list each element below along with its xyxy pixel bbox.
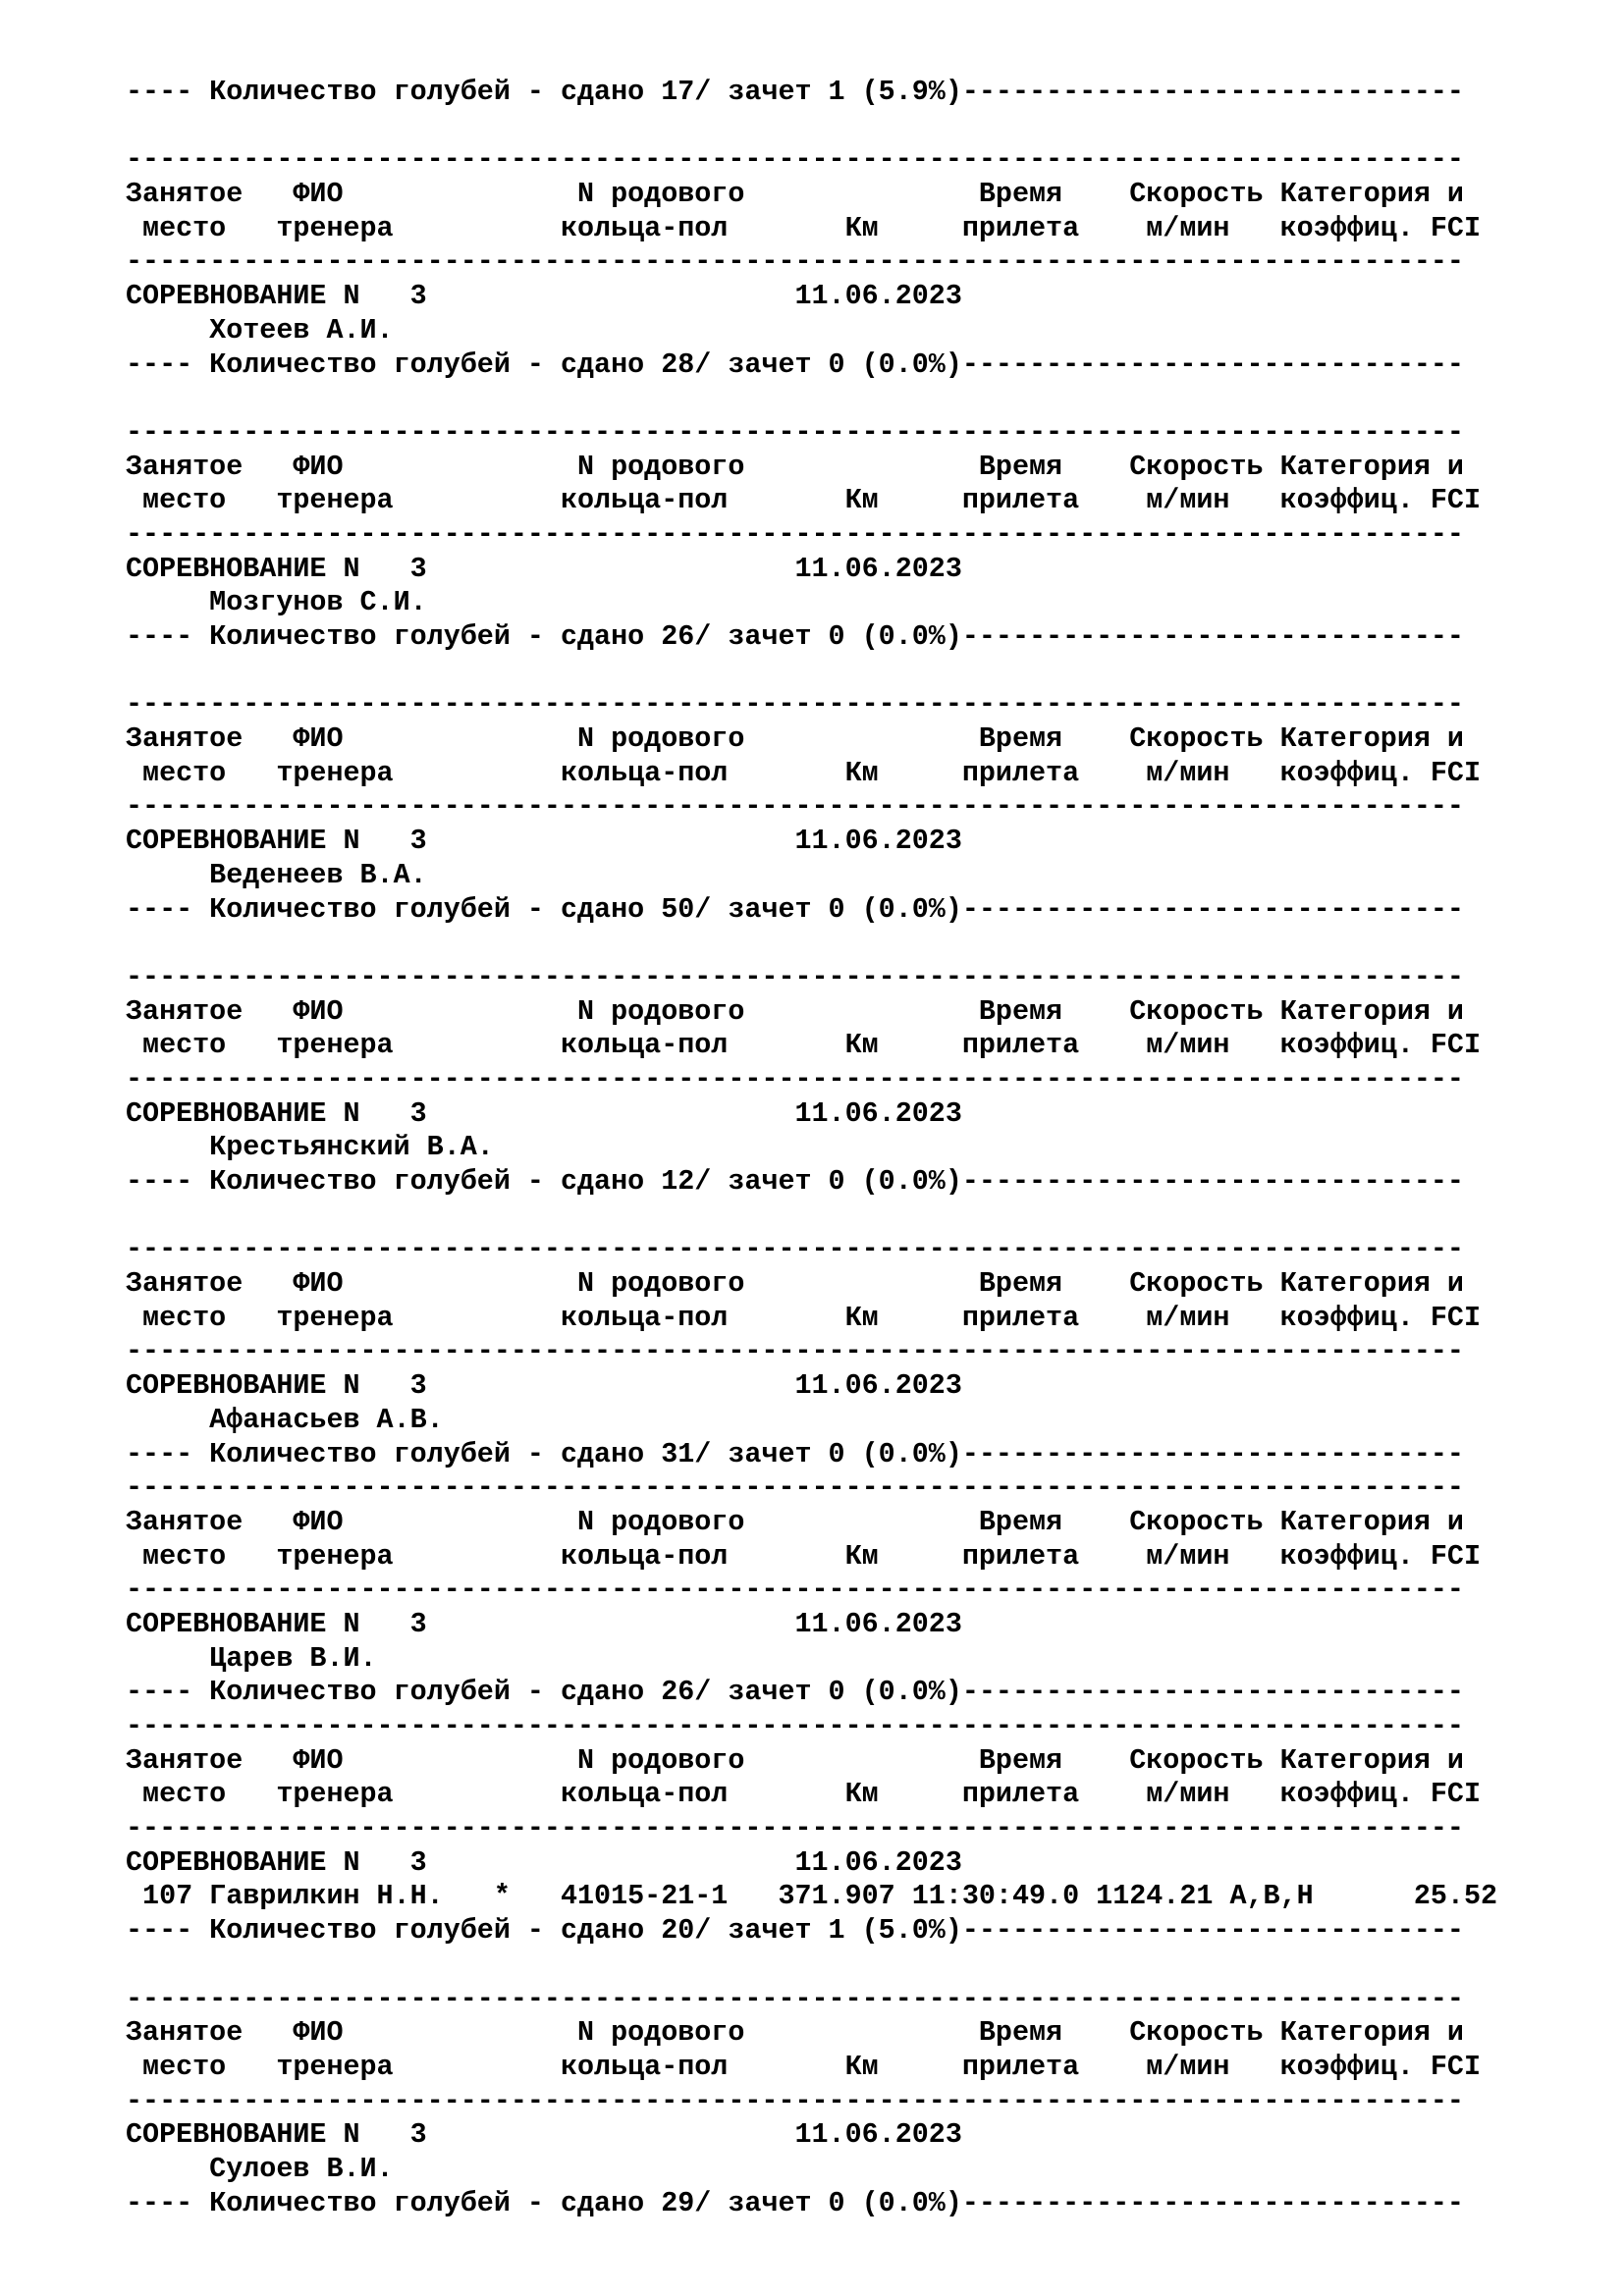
report-line: Занятое ФИО N родового Время Скорость Категория и [126,1743,1464,1777]
report-line: -------------------------------------------------------------------------------- [126,1335,1464,1368]
report-line: СОРЕВНОВАНИЕ N 3 11.06.2023 [126,825,962,858]
report-line: СОРЕВНОВАНИЕ N 3 11.06.2023 [126,1845,962,1879]
report-line: -------------------------------------------------------------------------------- [126,960,1464,993]
report-line: -------------------------------------------------------------------------------- [126,415,1464,449]
report-line [126,655,1598,689]
report-line: СОРЕВНОВАНИЕ N 3 11.06.2023 [126,1369,962,1403]
report-line [126,1949,1598,1983]
report-line: Хотеев А.И. [126,313,394,347]
report-line: -------------------------------------------------------------------------------- [126,1812,1464,1845]
report-line: ---- Количество голубей - сдано 26/ зачет 0 (0.0%)------------------------------ [126,620,1464,653]
report-line: -------------------------------------------------------------------------------- [126,517,1464,551]
report-line: ---- Количество голубей - сдано 50/ зачет 0 (0.0%)------------------------------ [126,892,1464,926]
report-line: ---- Количество голубей - сдано 12/ зачет 0 (0.0%)------------------------------ [126,1165,1464,1198]
report-line: СОРЕВНОВАНИЕ N 3 11.06.2023 [126,1607,962,1640]
report-line: -------------------------------------------------------------------------------- [126,2084,1464,2117]
report-line: -------------------------------------------------------------------------------- [126,688,1464,721]
report-line: ---- Количество голубей - сдано 17/ зачет 1 (5.9%)------------------------------ [126,76,1464,108]
report-line: Занятое ФИО N родового Время Скорость Категория и [126,178,1464,211]
report-line [126,1200,1598,1234]
report-line [126,927,1598,961]
report-line: -------------------------------------------------------------------------------- [126,1471,1464,1505]
report-line: ---- Количество голубей - сдано 26/ зачет 0 (0.0%)------------------------------ [126,1676,1464,1709]
report-line: СОРЕВНОВАНИЕ N 3 11.06.2023 [126,552,962,585]
report-line: -------------------------------------------------------------------------------- [126,143,1464,177]
report-line: Мозгунов С.И. [126,586,427,619]
report-line: место тренера кольца-пол Км прилета м/мин коэффиц. FCI [126,2050,1482,2083]
report-line: -------------------------------------------------------------------------------- [126,790,1464,824]
report-line: место тренера кольца-пол Км прилета м/мин коэффиц. FCI [126,1778,1482,1811]
report-line: Занятое ФИО N родового Время Скорость Категория и [126,994,1464,1028]
report-line: 107 Гаврилкин Н.Н. * 41015-21-1 371.907 11:30:49.0 1124.21 A,B,H 25.52 [126,1880,1498,1913]
report-line: место тренера кольца-пол Км прилета м/мин коэффиц. FCI [126,211,1482,244]
report-line: место тренера кольца-пол Км прилета м/мин коэффиц. FCI [126,484,1482,517]
report-line [126,382,1598,416]
report-line: СОРЕВНОВАНИЕ N 3 11.06.2023 [126,280,962,313]
report-line: Крестьянский В.А. [126,1131,494,1164]
report-line: место тренера кольца-пол Км прилета м/мин коэффиц. FCI [126,1029,1482,1062]
report-line: Занятое ФИО N родового Время Скорость Категория и [126,1267,1464,1301]
report-line: Занятое ФИО N родового Время Скорость Категория и [126,1505,1464,1538]
report-line: место тренера кольца-пол Км прилета м/мин коэффиц. FCI [126,756,1482,789]
report-line: Занятое ФИО N родового Время Скорость Категория и [126,722,1464,756]
report-line: ---- Количество голубей - сдано 29/ зачет 0 (0.0%)------------------------------ [126,2186,1464,2219]
report-line: место тренера кольца-пол Км прилета м/мин коэффиц. FCI [126,1539,1482,1573]
report-line: ---- Количество голубей - сдано 20/ зачет 1 (5.0%)------------------------------ [126,1914,1464,1948]
report-line: место тренера кольца-пол Км прилета м/мин коэффиц. FCI [126,1301,1482,1334]
report-line: Афанасьев А.В. [126,1403,444,1436]
report-line: СОРЕВНОВАНИЕ N 3 11.06.2023 [126,1096,962,1130]
report-line: Занятое ФИО N родового Время Скорость Категория и [126,2016,1464,2050]
report-line: СОРЕВНОВАНИЕ N 3 11.06.2023 [126,2118,962,2152]
report-line: -------------------------------------------------------------------------------- [126,245,1464,279]
report-line: -------------------------------------------------------------------------------- [126,1574,1464,1607]
report-line: ---- Количество голубей - сдано 31/ зачет 0 (0.0%)------------------------------ [126,1437,1464,1470]
report-line: -------------------------------------------------------------------------------- [126,1062,1464,1095]
report-line: ---- Количество голубей - сдано 28/ зачет 0 (0.0%)------------------------------ [126,347,1464,381]
report-line: Занятое ФИО N родового Время Скорость Категория и [126,450,1464,483]
report-page [126,76,1598,2220]
report-line: -------------------------------------------------------------------------------- [126,1233,1464,1266]
report-line [126,110,1598,144]
report-line: -------------------------------------------------------------------------------- [126,1982,1464,2015]
report-line: Царев В.И. [126,1641,377,1675]
report-line: Веденеев В.А. [126,858,427,891]
report-line: Сулоев В.И. [126,2152,394,2185]
report-line: -------------------------------------------------------------------------------- [126,1710,1464,1742]
